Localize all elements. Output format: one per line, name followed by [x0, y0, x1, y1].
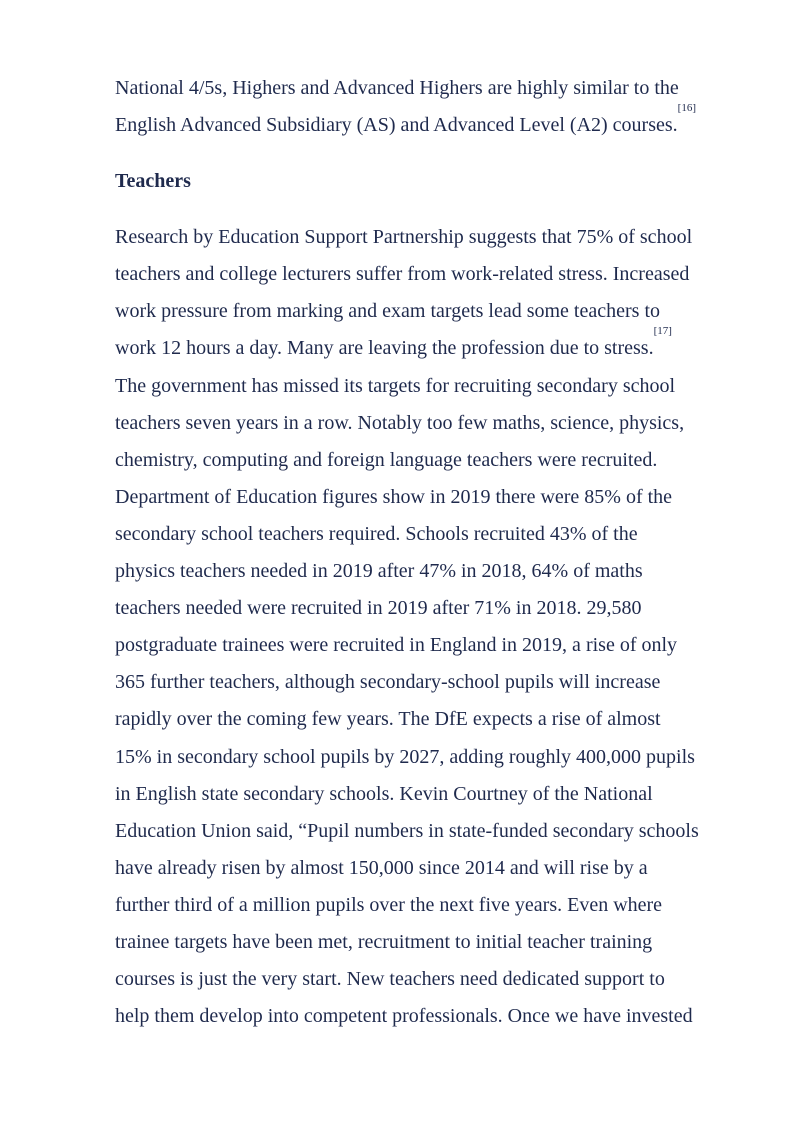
text-line: work pressure from marking and exam targets lead some teachers to	[115, 300, 660, 323]
text-line: Department of Education figures show in 2019 there were 85% of the	[115, 485, 673, 508]
text-line: courses is just the very start. New teachers need dedicated support to	[115, 968, 665, 991]
footnote-16[interactable]: [16]	[677, 102, 696, 115]
text-line: teachers and college lecturers suffer from work-related stress. Increased	[115, 263, 690, 286]
text-line: secondary school teachers required. Schools recruited 43% of the	[115, 522, 638, 545]
intro-paragraph	[115, 70, 755, 144]
section-heading-teachers: Teachers	[115, 170, 191, 193]
document-page	[115, 70, 755, 1035]
text-line: postgraduate trainees were recruited in England in 2019, a rise of only	[115, 634, 678, 657]
text-line	[115, 102, 755, 144]
footnote-17[interactable]: [17]	[653, 325, 672, 338]
text-line	[115, 325, 755, 367]
text-line-content: work 12 hours a day. Many are leaving the profession due to stress.	[115, 337, 654, 360]
text-line: further third of a million pupils over the next five years. Even where	[115, 893, 663, 916]
text-line: have already risen by almost 150,000 since 2014 and will rise by a	[115, 856, 648, 879]
text-line: trainee targets have been met, recruitment to initial teacher training	[115, 930, 653, 953]
text-line: help them develop into competent professionals. Once we have invested	[115, 1005, 693, 1028]
text-line: Research by Education Support Partnership suggests that 75% of school	[115, 226, 693, 249]
text-line: Education Union said, “Pupil numbers in state-funded secondary schools	[115, 819, 699, 842]
text-line: rapidly over the coming few years. The DfE expects a rise of almost	[115, 708, 661, 731]
text-line: physics teachers needed in 2019 after 47% in 2018, 64% of maths	[115, 560, 643, 583]
text-line-content: English Advanced Subsidiary (AS) and Advanced Level (A2) courses.	[115, 114, 678, 137]
text-line: chemistry, computing and foreign language teachers were recruited.	[115, 448, 658, 471]
teachers-paragraph	[115, 219, 755, 1035]
text-line: teachers needed were recruited in 2019 after 71% in 2018. 29,580	[115, 597, 642, 620]
text-line: in English state secondary schools. Kevin Courtney of the National	[115, 782, 653, 805]
text-line: National 4/5s, Highers and Advanced Highers are highly similar to the	[115, 77, 679, 99]
text-line: The government has missed its targets for recruiting secondary school	[115, 374, 676, 397]
text-line: teachers seven years in a row. Notably too few maths, science, physics,	[115, 411, 685, 434]
text-line: 15% in secondary school pupils by 2027, adding roughly 400,000 pupils	[115, 745, 695, 768]
text-line: 365 further teachers, although secondary-school pupils will increase	[115, 671, 661, 694]
